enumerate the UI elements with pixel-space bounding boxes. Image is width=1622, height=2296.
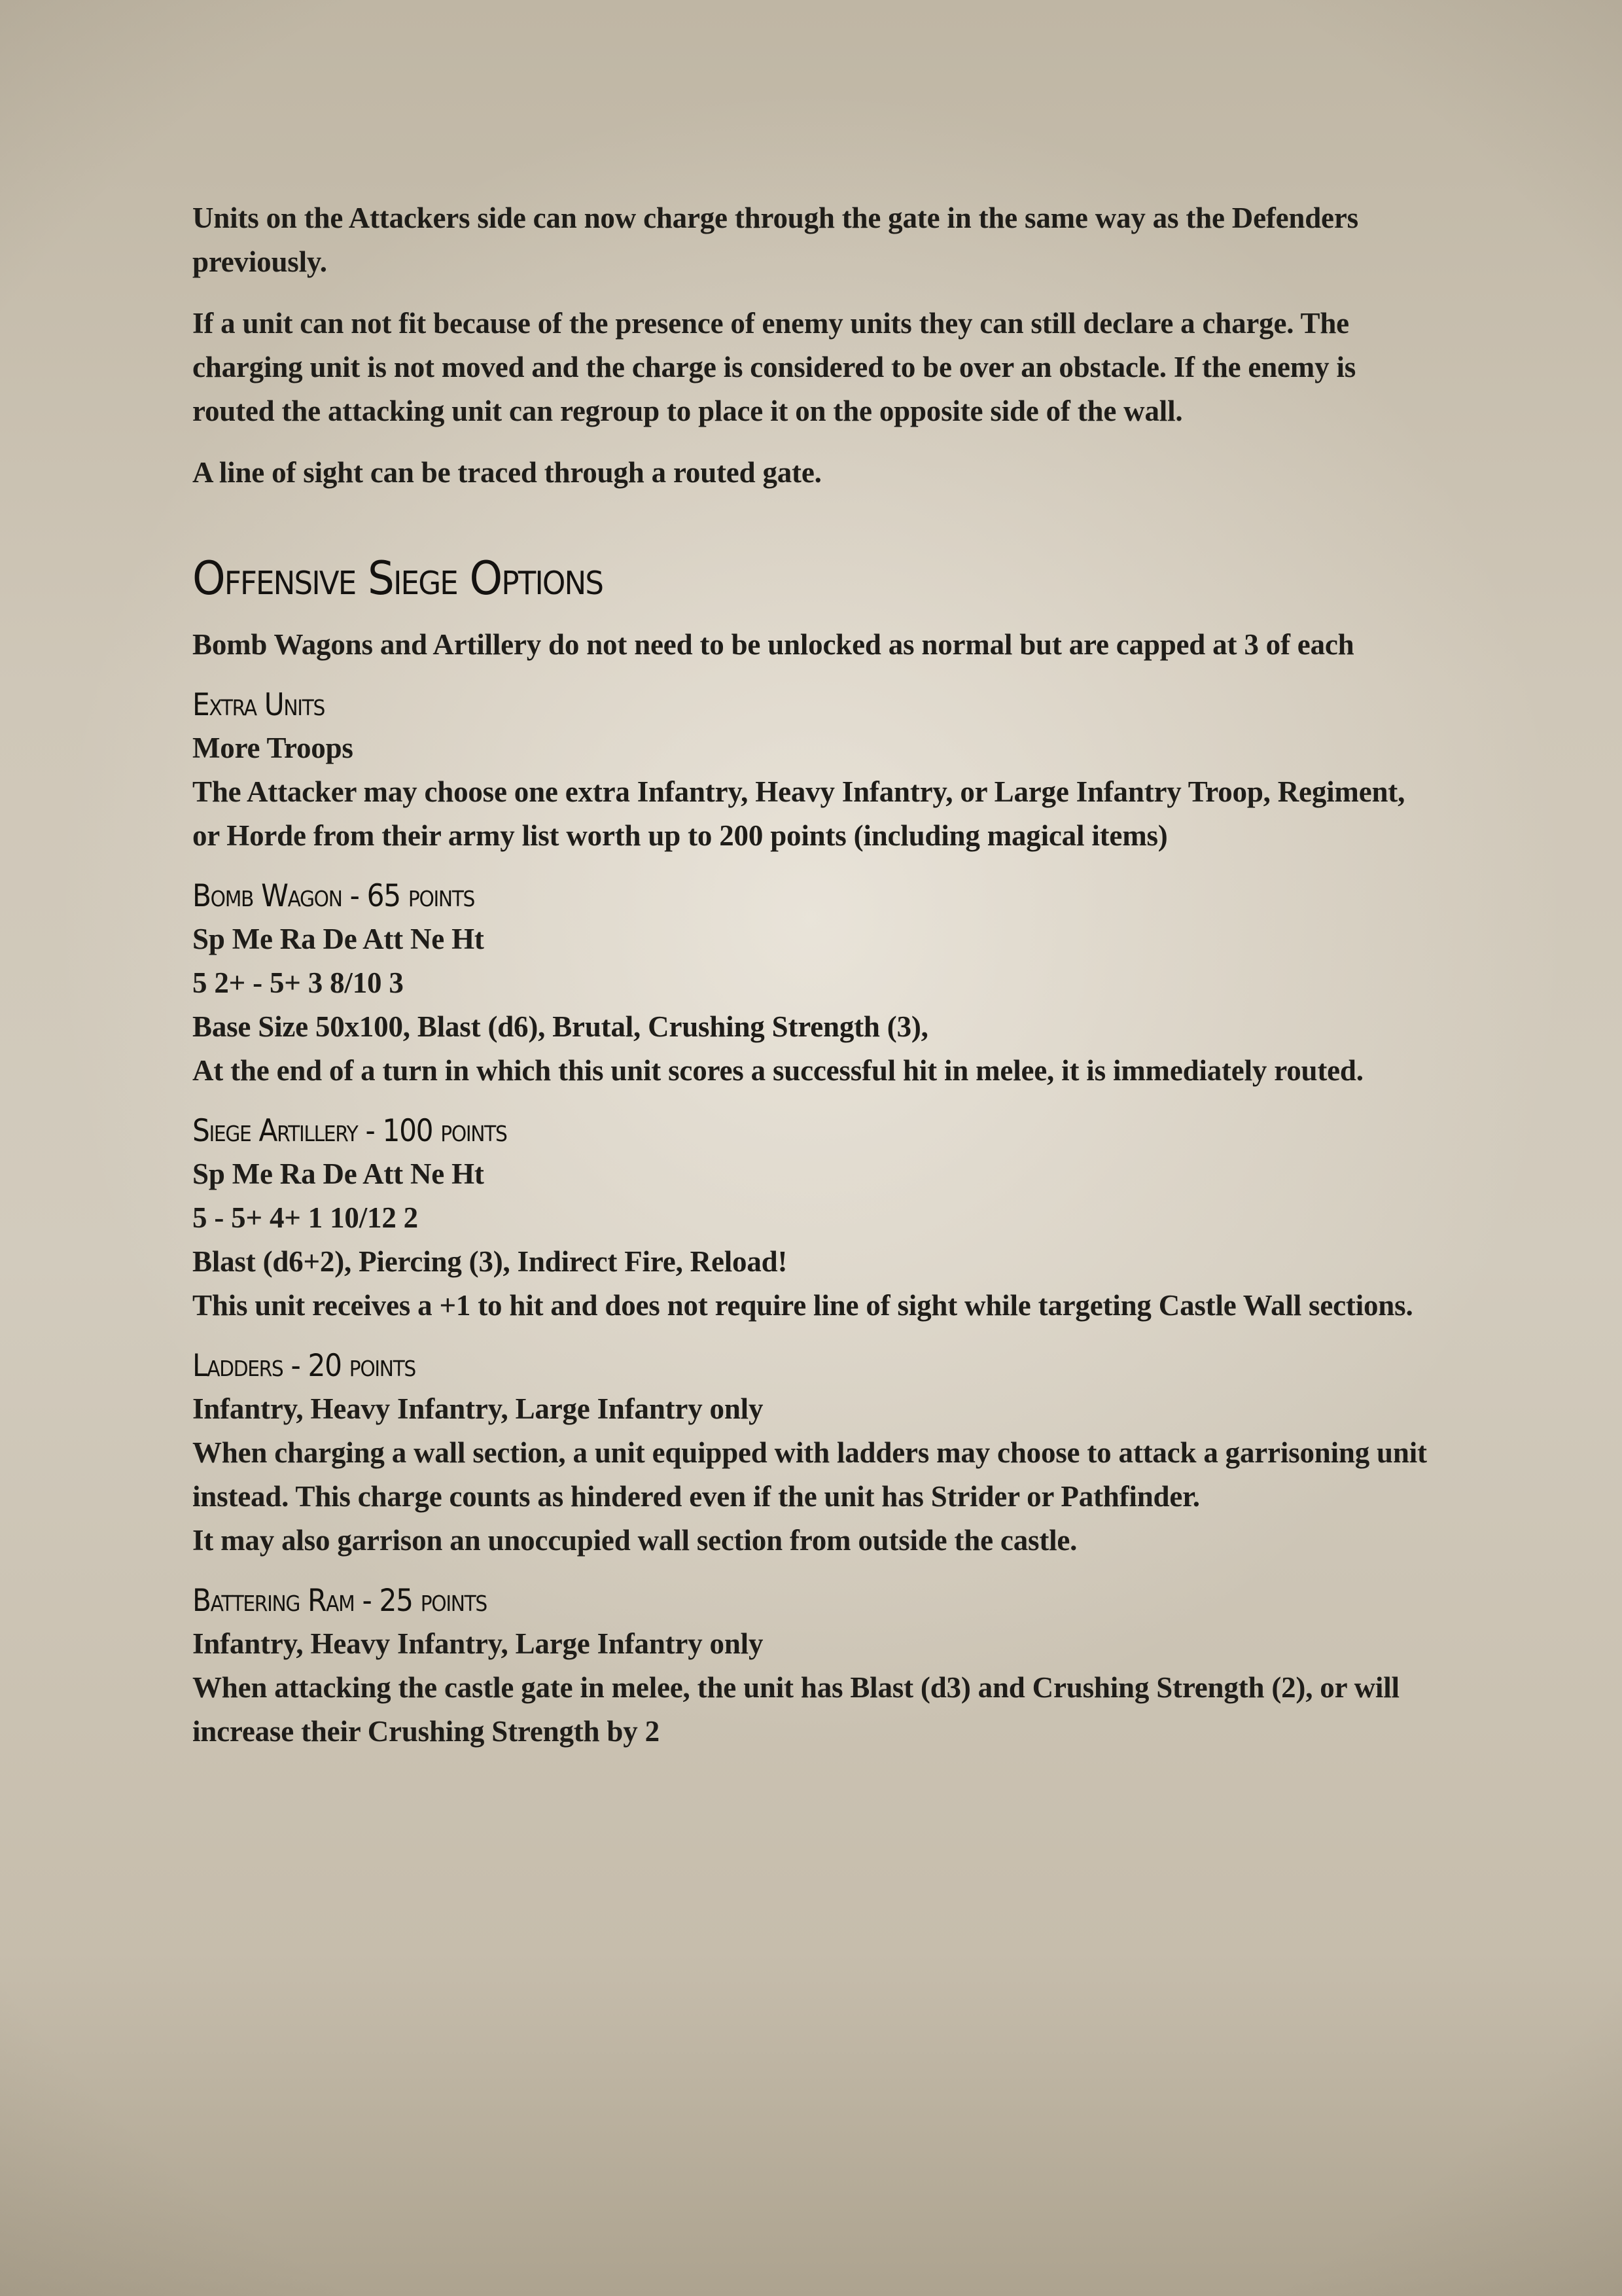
blocked-charge-paragraph: If a unit can not fit because of the presence of enemy units they can still declare a charge. The charging unit is not moved and the charge is considered to be over an obstacle. If the enemy is routed the attacking unit can regroup to place it on the opposite side of the wall.: [192, 307, 1356, 427]
line-of-sight-paragraph: A line of sight can be traced through a routed gate.: [192, 456, 822, 489]
section-title: Offensive Siege Options: [192, 552, 603, 605]
bomb-wagon-special-rules: Base Size 50x100, Blast (d6), Brutal, Crushing Strength (3),: [192, 1010, 928, 1043]
extra-units-heading: Extra Units: [192, 687, 325, 723]
battering-ram-heading: Battering Ram - 25 points: [192, 1583, 487, 1619]
battering-ram-entry: [192, 1580, 1436, 1754]
ladders-garrison-rule: It may also garrison an unoccupied wall section from outside the castle.: [192, 1524, 1078, 1557]
siege-artillery-stats-header: Sp Me Ra De Att Ne Ht: [192, 1157, 484, 1190]
section-intro: Bomb Wagons and Artillery do not need to be unlocked as normal but are capped at 3 of each: [192, 628, 1354, 661]
extra-units-rule: The Attacker may choose one extra Infantry, Heavy Infantry, or Large Infantry Troop, Regiment, or Horde from their army list worth up to 200 points (including magical items): [192, 775, 1405, 852]
ladders-entry: [192, 1345, 1436, 1563]
extra-units-subtitle: More Troops: [192, 732, 353, 764]
battering-ram-restriction: Infantry, Heavy Infantry, Large Infantry only: [192, 1627, 764, 1660]
siege-artillery-entry: [192, 1110, 1436, 1328]
extra-units-entry: [192, 684, 1436, 858]
ladders-heading: Ladders - 20 points: [192, 1348, 415, 1384]
rules-page: [192, 196, 1436, 1771]
siege-artillery-special-rules: Blast (d6+2), Piercing (3), Indirect Fire, Reload!: [192, 1245, 788, 1278]
siege-artillery-heading: Siege Artillery - 100 points: [192, 1113, 507, 1149]
bomb-wagon-stats-header: Sp Me Ra De Att Ne Ht: [192, 923, 484, 955]
bomb-wagon-heading: Bomb Wagon - 65 points: [192, 878, 475, 914]
ladders-restriction: Infantry, Heavy Infantry, Large Infantry only: [192, 1392, 764, 1425]
ladders-rule: When charging a wall section, a unit equipped with ladders may choose to attack a garrisoning unit instead. This charge counts as hindered even if the unit has Strider or Pathfinder.: [192, 1436, 1427, 1513]
gate-charge-paragraph: Units on the Attackers side can now charge through the gate in the same way as the Defenders previously.: [192, 202, 1358, 278]
siege-artillery-stats-values: 5 - 5+ 4+ 1 10/12 2: [192, 1201, 418, 1234]
bomb-wagon-entry: [192, 875, 1436, 1093]
battering-ram-rule: When attacking the castle gate in melee, the unit has Blast (d3) and Crushing Strength (2), or will increase their Crushing Strength by 2: [192, 1671, 1400, 1748]
bomb-wagon-stats-values: 5 2+ - 5+ 3 8/10 3: [192, 966, 404, 999]
bomb-wagon-rule: At the end of a turn in which this unit scores a successful hit in melee, it is immediately routed.: [192, 1054, 1364, 1087]
siege-artillery-rule: This unit receives a +1 to hit and does not require line of sight while targeting Castle Wall sections.: [192, 1289, 1413, 1322]
